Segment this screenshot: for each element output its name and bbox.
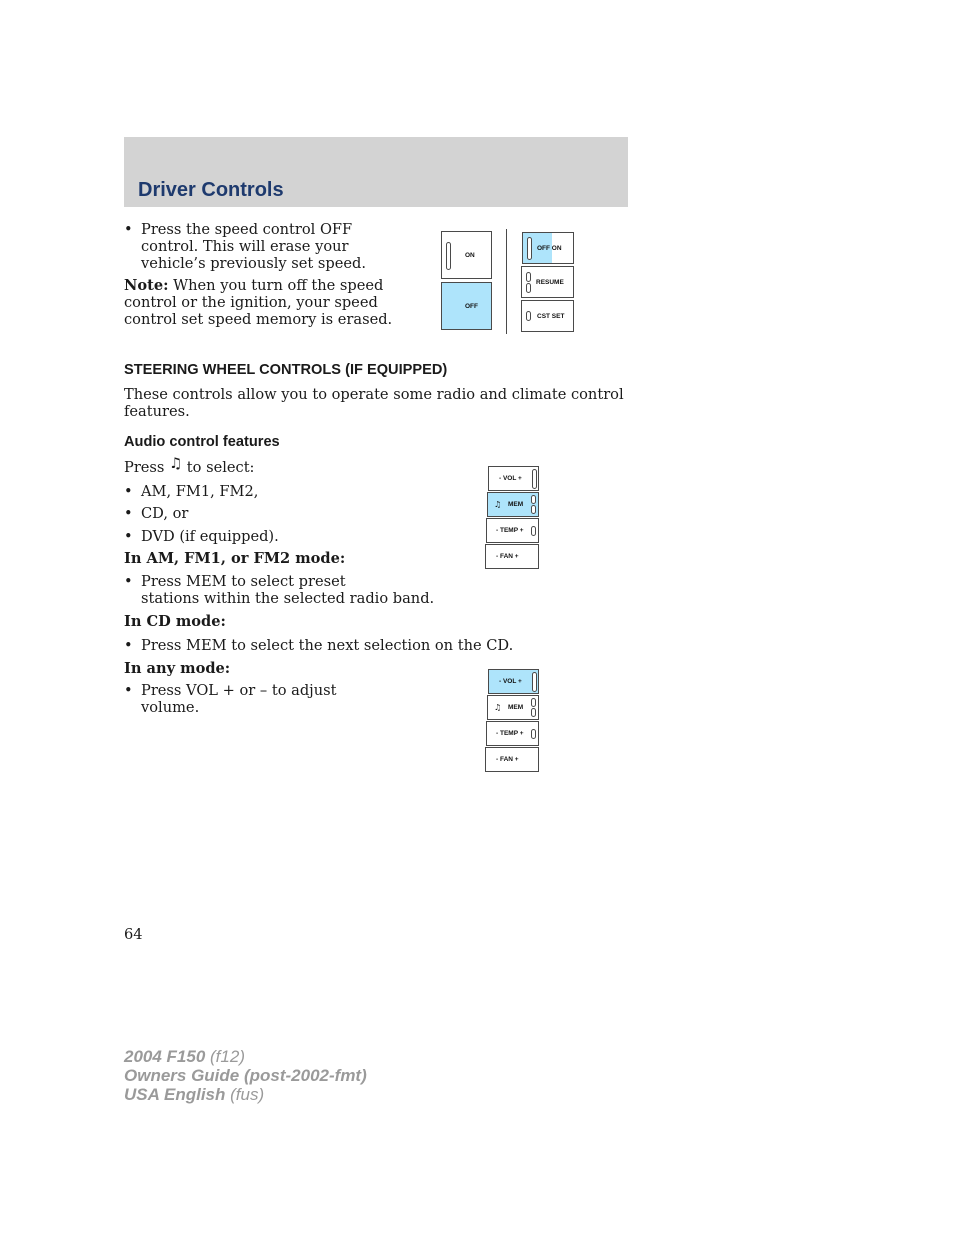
music-note-icon: ♫	[494, 703, 502, 712]
temp-label: - TEMP +	[496, 730, 524, 737]
speed-control-bullet	[124, 221, 424, 238]
mem-indicator-top	[531, 698, 536, 707]
list-item-text: Press VOL + or – to adjust	[141, 682, 337, 699]
offon-button	[522, 232, 574, 264]
mem-indicator-bottom	[531, 708, 536, 717]
on-indicator-slot	[446, 242, 451, 270]
footer-line	[124, 1047, 367, 1066]
divider-line	[506, 229, 507, 334]
list-item-text: Press MEM to select preset	[141, 573, 346, 590]
bullet-mark: •	[124, 221, 133, 238]
mem-indicator-bottom	[531, 505, 536, 514]
list-item	[124, 682, 424, 699]
bullet-mark: •	[124, 483, 133, 500]
list-item-text: volume.	[141, 699, 200, 716]
speed-control-onoff-illustration	[441, 231, 493, 331]
cstset-label: CST SET	[537, 313, 565, 320]
list-item-text: AM, FM1, FM2,	[141, 483, 259, 500]
off-button	[441, 282, 492, 330]
resume-label: RESUME	[536, 279, 564, 286]
footer-line: Owners Guide (post-2002-fmt)	[124, 1066, 367, 1085]
bullet-mark: •	[124, 528, 133, 545]
fan-label: - FAN +	[496, 553, 519, 560]
section-title: Driver Controls	[138, 179, 284, 201]
temp-indicator-slot	[531, 729, 536, 739]
list-item	[124, 483, 424, 500]
vol-label: - VOL +	[499, 678, 522, 685]
list-item-text: DVD (if equipped).	[141, 528, 279, 545]
vol-button	[488, 669, 539, 694]
note-line	[124, 277, 383, 294]
note-text: control or the ignition, your speed	[124, 294, 378, 311]
vol-button	[488, 466, 539, 491]
audio-panel-vol-illustration	[485, 669, 540, 773]
list-item	[124, 637, 524, 654]
steering-intro: features.	[124, 403, 190, 420]
page-number: 64	[124, 926, 143, 943]
audio-heading: Audio control features	[124, 434, 280, 450]
press-suffix: to select:	[182, 459, 255, 476]
fan-button	[485, 544, 539, 569]
any-mode-heading: In any mode:	[124, 660, 231, 677]
am-mode-heading: In AM, FM1, or FM2 mode:	[124, 550, 346, 567]
music-note-icon: ♫	[169, 455, 183, 472]
list-item-text: Press MEM to select the next selection on the CD.	[141, 637, 514, 654]
bullet-mark: •	[124, 637, 133, 654]
on-button	[441, 231, 492, 279]
off-label: OFF	[465, 303, 478, 310]
footer-model: 2004 F150	[124, 1047, 206, 1066]
music-note-icon: ♫	[494, 500, 502, 509]
audio-panel-mem-illustration	[485, 466, 540, 570]
footer-model-code: (f12)	[205, 1047, 245, 1066]
temp-button	[486, 518, 539, 543]
temp-indicator-slot	[531, 526, 536, 536]
bullet-line: control. This will erase your	[141, 238, 349, 255]
cstset-indicator	[526, 311, 531, 321]
footer-language: USA English	[124, 1085, 226, 1104]
vol-indicator-slot	[532, 672, 537, 692]
note-text: control set speed memory is erased.	[124, 311, 393, 328]
bullet-line: vehicle’s previously set speed.	[141, 255, 366, 272]
fan-label: - FAN +	[496, 756, 519, 763]
cstset-button	[521, 300, 574, 332]
footer-language-code: (fus)	[225, 1085, 265, 1104]
steering-heading: STEERING WHEEL CONTROLS (IF EQUIPPED)	[124, 362, 448, 378]
temp-label: - TEMP +	[496, 527, 524, 534]
bullet-mark: •	[124, 505, 133, 522]
mem-button	[487, 695, 539, 720]
note-text: When you turn off the speed	[168, 277, 384, 294]
vol-label: - VOL +	[499, 475, 522, 482]
resume-indicator-top	[526, 272, 531, 282]
press-prefix: Press	[124, 459, 170, 476]
bullet-mark: •	[124, 682, 133, 699]
cd-mode-heading: In CD mode:	[124, 613, 226, 630]
vol-indicator-slot	[532, 469, 537, 489]
resume-button	[521, 266, 574, 298]
fan-button	[485, 747, 539, 772]
list-item	[124, 528, 424, 545]
mem-indicator-top	[531, 495, 536, 504]
list-item	[124, 573, 424, 590]
list-item-text: stations within the selected radio band.	[141, 590, 435, 607]
steering-intro: These controls allow you to operate some radio and climate control	[124, 386, 624, 403]
list-item-text: CD, or	[141, 505, 189, 522]
mem-label: MEM	[508, 501, 524, 508]
speed-control-switch-illustration	[506, 229, 576, 335]
document-footer	[124, 1047, 367, 1104]
list-item	[124, 505, 424, 522]
temp-button	[486, 721, 539, 746]
resume-indicator-bottom	[526, 283, 531, 293]
offon-label: OFF ON	[537, 245, 562, 252]
offon-indicator-slot	[527, 237, 532, 260]
on-label: ON	[465, 252, 475, 259]
bullet-mark: •	[124, 573, 133, 590]
footer-line	[124, 1085, 367, 1104]
press-to-select	[124, 455, 255, 476]
mem-button	[487, 492, 539, 517]
note-label: Note:	[124, 277, 169, 294]
mem-label: MEM	[508, 704, 524, 711]
bullet-line: Press the speed control OFF	[141, 221, 353, 238]
section-header-band	[124, 137, 628, 207]
